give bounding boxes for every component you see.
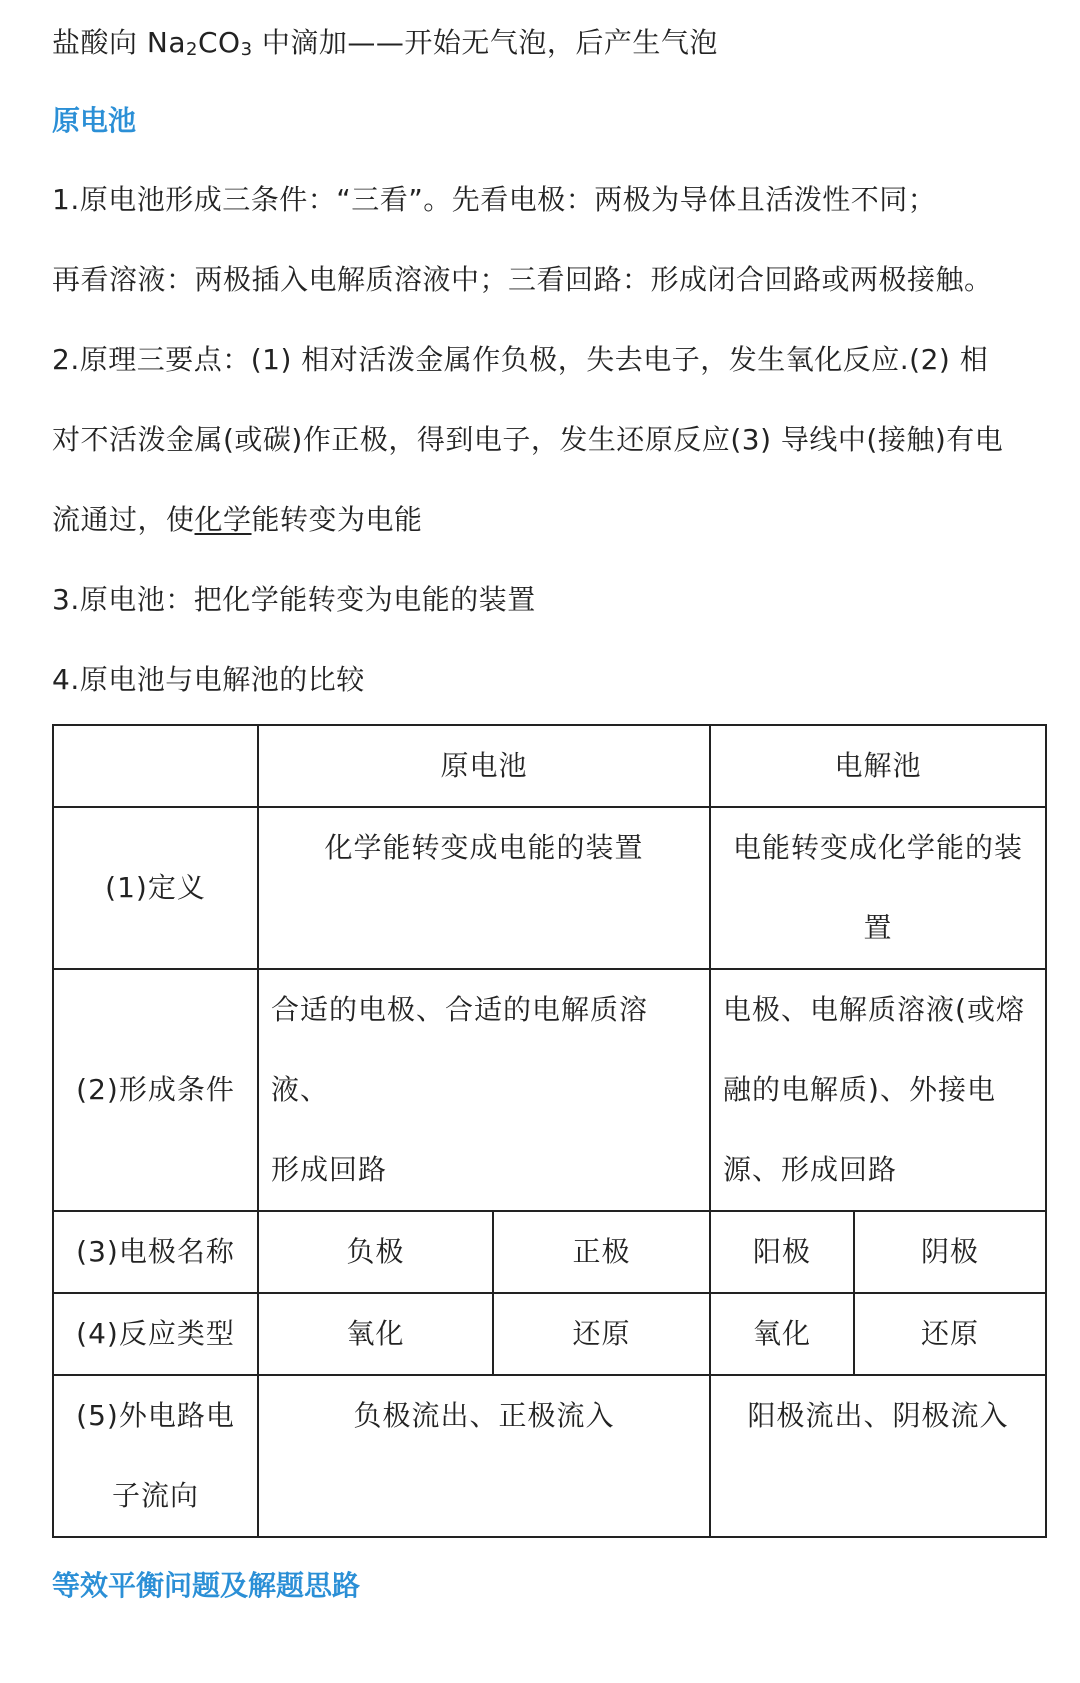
table-row-definition — [53, 807, 1046, 969]
conditions-electrolytic — [710, 969, 1046, 1211]
conditions-galvanic-line-2: 形成回路 — [271, 1153, 388, 1186]
intro-subscript-3: 3 — [240, 39, 253, 60]
table-row-reaction-type — [53, 1293, 1046, 1375]
point-4: 4.原电池与电解池的比较 — [52, 663, 365, 696]
electrode-negative: 负极 — [258, 1211, 493, 1293]
electron-flow-galvanic: 负极流出、正极流入 — [258, 1375, 710, 1537]
conditions-electrolytic-line-1: 电极、电解质溶液(或熔 — [723, 993, 1025, 1026]
electron-flow-label-line-1: (5)外电路电 — [76, 1399, 235, 1432]
conditions-galvanic-line-1: 合适的电极、合适的电解质溶液、 — [271, 993, 649, 1106]
reaction-electrolytic-cathode: 还原 — [854, 1293, 1046, 1375]
intro-mid: CO — [197, 26, 241, 59]
electrode-cathode: 阴极 — [854, 1211, 1046, 1293]
row-label-electrode-names: (3)电极名称 — [53, 1211, 258, 1293]
intro-before: 盐酸向 Na — [52, 26, 187, 59]
header-electrolytic-cell: 电解池 — [710, 725, 1046, 807]
point-2-line-2: 对不活泼金属(或碳)作正极，得到电子，发生还原反应(3) 导线中(接触)有电 — [52, 423, 1004, 456]
conditions-electrolytic-line-2: 融的电解质)、外接电 — [723, 1073, 996, 1106]
row-label-conditions: (2)形成条件 — [53, 969, 258, 1211]
conditions-electrolytic-line-3: 源、形成回路 — [723, 1153, 898, 1186]
table-corner-cell — [53, 725, 258, 807]
electrode-anode: 阳极 — [710, 1211, 854, 1293]
row-label-reaction-type: (4)反应类型 — [53, 1293, 258, 1375]
table-row-conditions — [53, 969, 1046, 1211]
electron-flow-electrolytic: 阳极流出、阴极流入 — [710, 1375, 1046, 1537]
point-2-line-3-post: 能转变为电能 — [251, 503, 423, 536]
intro-after: 中滴加——开始无气泡，后产生气泡 — [252, 26, 718, 59]
reaction-galvanic-positive: 还原 — [493, 1293, 710, 1375]
table-row-electrode-names — [53, 1211, 1046, 1293]
point-1-line-1: 1.原电池形成三条件：“三看”。先看电极：两极为导体且活泼性不同； — [52, 183, 937, 216]
section-heading-equilibrium: 等效平衡问题及解题思路 — [52, 1569, 361, 1602]
definition-electrolytic-line-2: 置 — [863, 911, 893, 944]
reaction-electrolytic-anode: 氧化 — [710, 1293, 854, 1375]
document-page — [52, 0, 1042, 1626]
definition-electrolytic — [710, 807, 1046, 969]
point-3: 3.原电池：把化学能转变为电能的装置 — [52, 583, 536, 616]
point-2-underlined-text: 化学 — [194, 503, 252, 536]
table-header-row — [53, 725, 1046, 807]
section-heading-galvanic-cell: 原电池 — [52, 104, 137, 137]
point-2-line-3-pre: 流通过，使 — [52, 503, 195, 536]
row-label-electron-flow — [53, 1375, 258, 1537]
row-label-definition: (1)定义 — [53, 807, 258, 969]
table-row-electron-flow — [53, 1375, 1046, 1537]
intro-subscript-2: 2 — [186, 39, 198, 60]
reaction-galvanic-negative: 氧化 — [258, 1293, 493, 1375]
conditions-galvanic — [258, 969, 710, 1211]
point-2-line-3 — [52, 480, 1042, 560]
electrode-positive: 正极 — [493, 1211, 710, 1293]
definition-galvanic: 化学能转变成电能的装置 — [258, 807, 710, 969]
header-galvanic-cell: 原电池 — [258, 725, 710, 807]
point-2-line-1: 2.原理三要点：(1) 相对活泼金属作负极，失去电子，发生氧化反应.(2) 相 — [52, 343, 989, 376]
intro-line — [52, 0, 1042, 88]
point-1-line-2: 再看溶液：两极插入电解质溶液中；三看回路：形成闭合回路或两极接触。 — [52, 263, 993, 296]
definition-electrolytic-line-1: 电能转变成化学能的装 — [733, 831, 1024, 864]
comparison-table — [52, 724, 1047, 1538]
electron-flow-label-line-2: 子流向 — [111, 1479, 199, 1512]
